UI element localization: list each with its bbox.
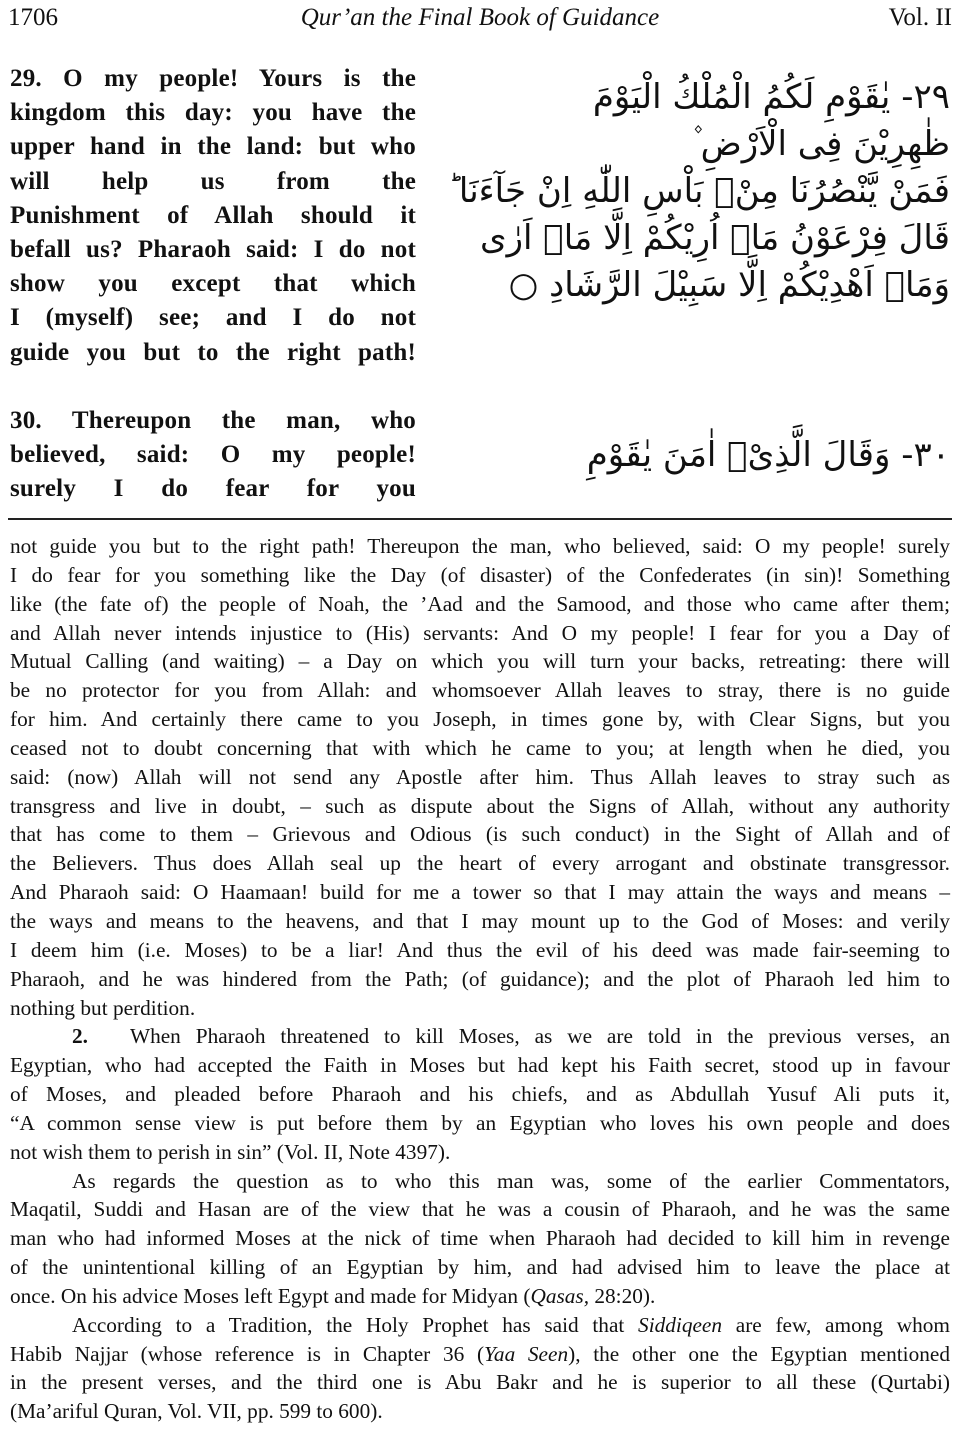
commentary-line: of Moses, and pleaded before Pharaoh and his chiefs, and as Abdullah Yusuf Ali puts it, bbox=[10, 1082, 950, 1107]
note-number: 2. bbox=[72, 1024, 88, 1049]
italic-surah-name: Yaa Seen bbox=[484, 1341, 569, 1366]
commentary-line bbox=[10, 1022, 950, 1051]
commentary-line bbox=[10, 1282, 950, 1311]
commentary-line: nothing but perdition. bbox=[10, 995, 196, 1020]
commentary-line: for him. And certainly there came to you Joseph, in times gone by, with Clear Signs, but you bbox=[10, 707, 950, 732]
text-run: once. On his advice Moses left Egypt and made for Midyan ( bbox=[10, 1283, 531, 1308]
commentary-line: the Believers. Thus does Allah seal up the heart of every arrogant and obstinate transgressor. bbox=[10, 851, 950, 876]
page-header bbox=[8, 2, 952, 34]
arabic-line: ٢٩- يٰقَوْمِ لَكُمُ الْمُلْكُ الْيَوْمَ bbox=[592, 77, 950, 117]
translation-line: befall us? Pharaoh said: I do not bbox=[10, 236, 416, 264]
translation-line: show you except that which bbox=[10, 270, 416, 298]
translation-line: Punishment of Allah should it bbox=[10, 201, 416, 229]
arabic-line: ٣٠- وَقَالَ الَّذِىْۤ اٰمَنَ يٰقَوْمِ bbox=[586, 435, 950, 475]
translation-line: 29. O my people! Yours is the bbox=[10, 65, 416, 92]
verse-30-arabic bbox=[530, 432, 950, 479]
verse-30-translation bbox=[10, 404, 416, 507]
translation-line: 30. Thereupon the man, who bbox=[10, 407, 416, 434]
commentary-line: be no protector for you from Allah: and whomsoever Allah leaves to stray, there is no guide bbox=[10, 678, 950, 703]
commentary-line: said: (now) Allah will not send any Apostle after him. Thus Allah leaves to stray such as bbox=[10, 764, 950, 789]
commentary-line: of the unintentional killing of an Egyptian by him, and had advised him to leave the place at bbox=[10, 1255, 950, 1280]
text-run: According to a Tradition, the Holy Prophet has said that bbox=[72, 1312, 639, 1337]
commentary-line: in the present verses, and the third one is Abu Bakr and he is superior to all these (Qurtabi) bbox=[10, 1370, 950, 1395]
translation-line: guide you but to the right path! bbox=[10, 338, 416, 366]
commentary-line: Pharaoh, and he was hindered from the Path; (of guidance); and the plot of Pharaoh led him to bbox=[10, 966, 950, 991]
text-run: Habib Najjar (whose reference is in Chapter 36 ( bbox=[10, 1341, 485, 1366]
translation-line: believed, said: O my people! bbox=[10, 441, 416, 469]
italic-surah-name: Qasas, bbox=[530, 1283, 590, 1308]
translation-line: I (myself) see; and I do not bbox=[10, 304, 416, 332]
translation-line: will help us from the bbox=[10, 167, 416, 195]
commentary-paragraph bbox=[10, 532, 950, 1022]
volume-label: Vol. II bbox=[888, 4, 952, 31]
text-run: 28:20). bbox=[589, 1283, 656, 1308]
note-2-paragraph bbox=[10, 1022, 950, 1166]
verse-29-arabic bbox=[448, 74, 950, 309]
commentary-line: not wish them to perish in sin” (Vol. II, Note 4397). bbox=[10, 1139, 451, 1164]
note-text: When Pharaoh threatened to kill Moses, as we are told in the previous verses, an bbox=[129, 1024, 950, 1049]
arabic-line: قَالَ فِرْعَوْنُ مَاۤ اُرِيْكُمْ اِلَّا مَاۤ اَرٰى bbox=[480, 218, 950, 258]
commentary-line: the ways and means to the heavens, and that I may mount up to the God of Moses: and verily bbox=[10, 908, 950, 933]
commentary bbox=[10, 532, 950, 1426]
section-divider bbox=[8, 518, 952, 520]
commentary-line: As regards the question as to who this man was, some of the earlier Commentators, bbox=[72, 1168, 950, 1193]
text-run: ), the other one the Egyptian mentioned bbox=[568, 1341, 950, 1366]
page-number: 1706 bbox=[8, 4, 58, 31]
identity-paragraph bbox=[10, 1167, 950, 1311]
verse-29-translation bbox=[10, 62, 416, 370]
translation-line: upper hand in the land: but who bbox=[10, 133, 416, 161]
commentary-line bbox=[10, 1311, 950, 1340]
arabic-line: فَمَنْ يَّنْصُرُنَا مِنْۢ بَاْسِ اللّٰهِ اِنْ جَآءَنَا ؕ bbox=[448, 171, 950, 211]
commentary-line: Egyptian, who had accepted the Faith in Moses but had kept his Faith secret, stood up in favour bbox=[10, 1053, 950, 1078]
commentary-line: Maqatil, Suddi and Hasan are of the view that he was a cousin of Pharaoh, and he was the same bbox=[10, 1197, 950, 1222]
commentary-line: and Allah never intends injustice to (His) servants: And O my people! I fear for you a Day of bbox=[10, 620, 950, 645]
running-title: Qur’an the Final Book of Guidance bbox=[300, 4, 660, 31]
arabic-line: وَمَاۤ اَهْدِيْكُمْ اِلَّا سَبِيْلَ الرَّشَادِ ○ bbox=[508, 265, 950, 305]
commentary-line: that has come to them – Grievous and Odious (is such conduct) in the Sight of Allah and of bbox=[10, 822, 950, 847]
text-run: are few, among whom bbox=[722, 1312, 950, 1337]
commentary-line: not guide you but to the right path! Thereupon the man, who believed, said: O my people! surely bbox=[10, 534, 950, 558]
commentary-line bbox=[10, 1340, 950, 1369]
translation-line: kingdom this day: you have the bbox=[10, 99, 416, 127]
arabic-line: ظٰهِرِيْنَ فِى الْاَرْضِ ۫ bbox=[692, 124, 950, 164]
commentary-line: man who had informed Moses at the nick of time when Pharaoh had decided to kill him in revenge bbox=[10, 1226, 950, 1251]
commentary-line: like (the fate of) the people of Noah, the ’Aad and the Samood, and those who came after them; bbox=[10, 591, 950, 616]
translation-line: surely I do fear for you bbox=[10, 475, 416, 503]
commentary-line: transgress and live in doubt, – such as dispute about the Signs of Allah, without any authority bbox=[10, 793, 950, 818]
commentary-line: “A common sense view is put before them by an Egyptian who loves his own people and does bbox=[10, 1110, 950, 1135]
commentary-line: I do fear for you something like the Day (of disaster) of the Confederates (in sin)! Something bbox=[10, 562, 950, 587]
commentary-line: And Pharaoh said: O Haamaan! build for me a tower so that I may attain the ways and means – bbox=[10, 880, 950, 905]
tradition-paragraph bbox=[10, 1311, 950, 1426]
commentary-line: I deem him (i.e. Moses) to be a liar! And thus the evil of his deed was made fair-seeming to bbox=[10, 937, 950, 962]
commentary-line: Mutual Calling (and waiting) – a Day on which you will turn your backs, retreating: there will bbox=[10, 649, 950, 674]
commentary-line: ceased not to doubt concerning that with which he came to you; at length when he died, you bbox=[10, 735, 950, 760]
commentary-line: (Ma’ariful Quran, Vol. VII, pp. 599 to 600). bbox=[10, 1399, 383, 1424]
italic-term: Siddiqeen bbox=[638, 1312, 723, 1337]
